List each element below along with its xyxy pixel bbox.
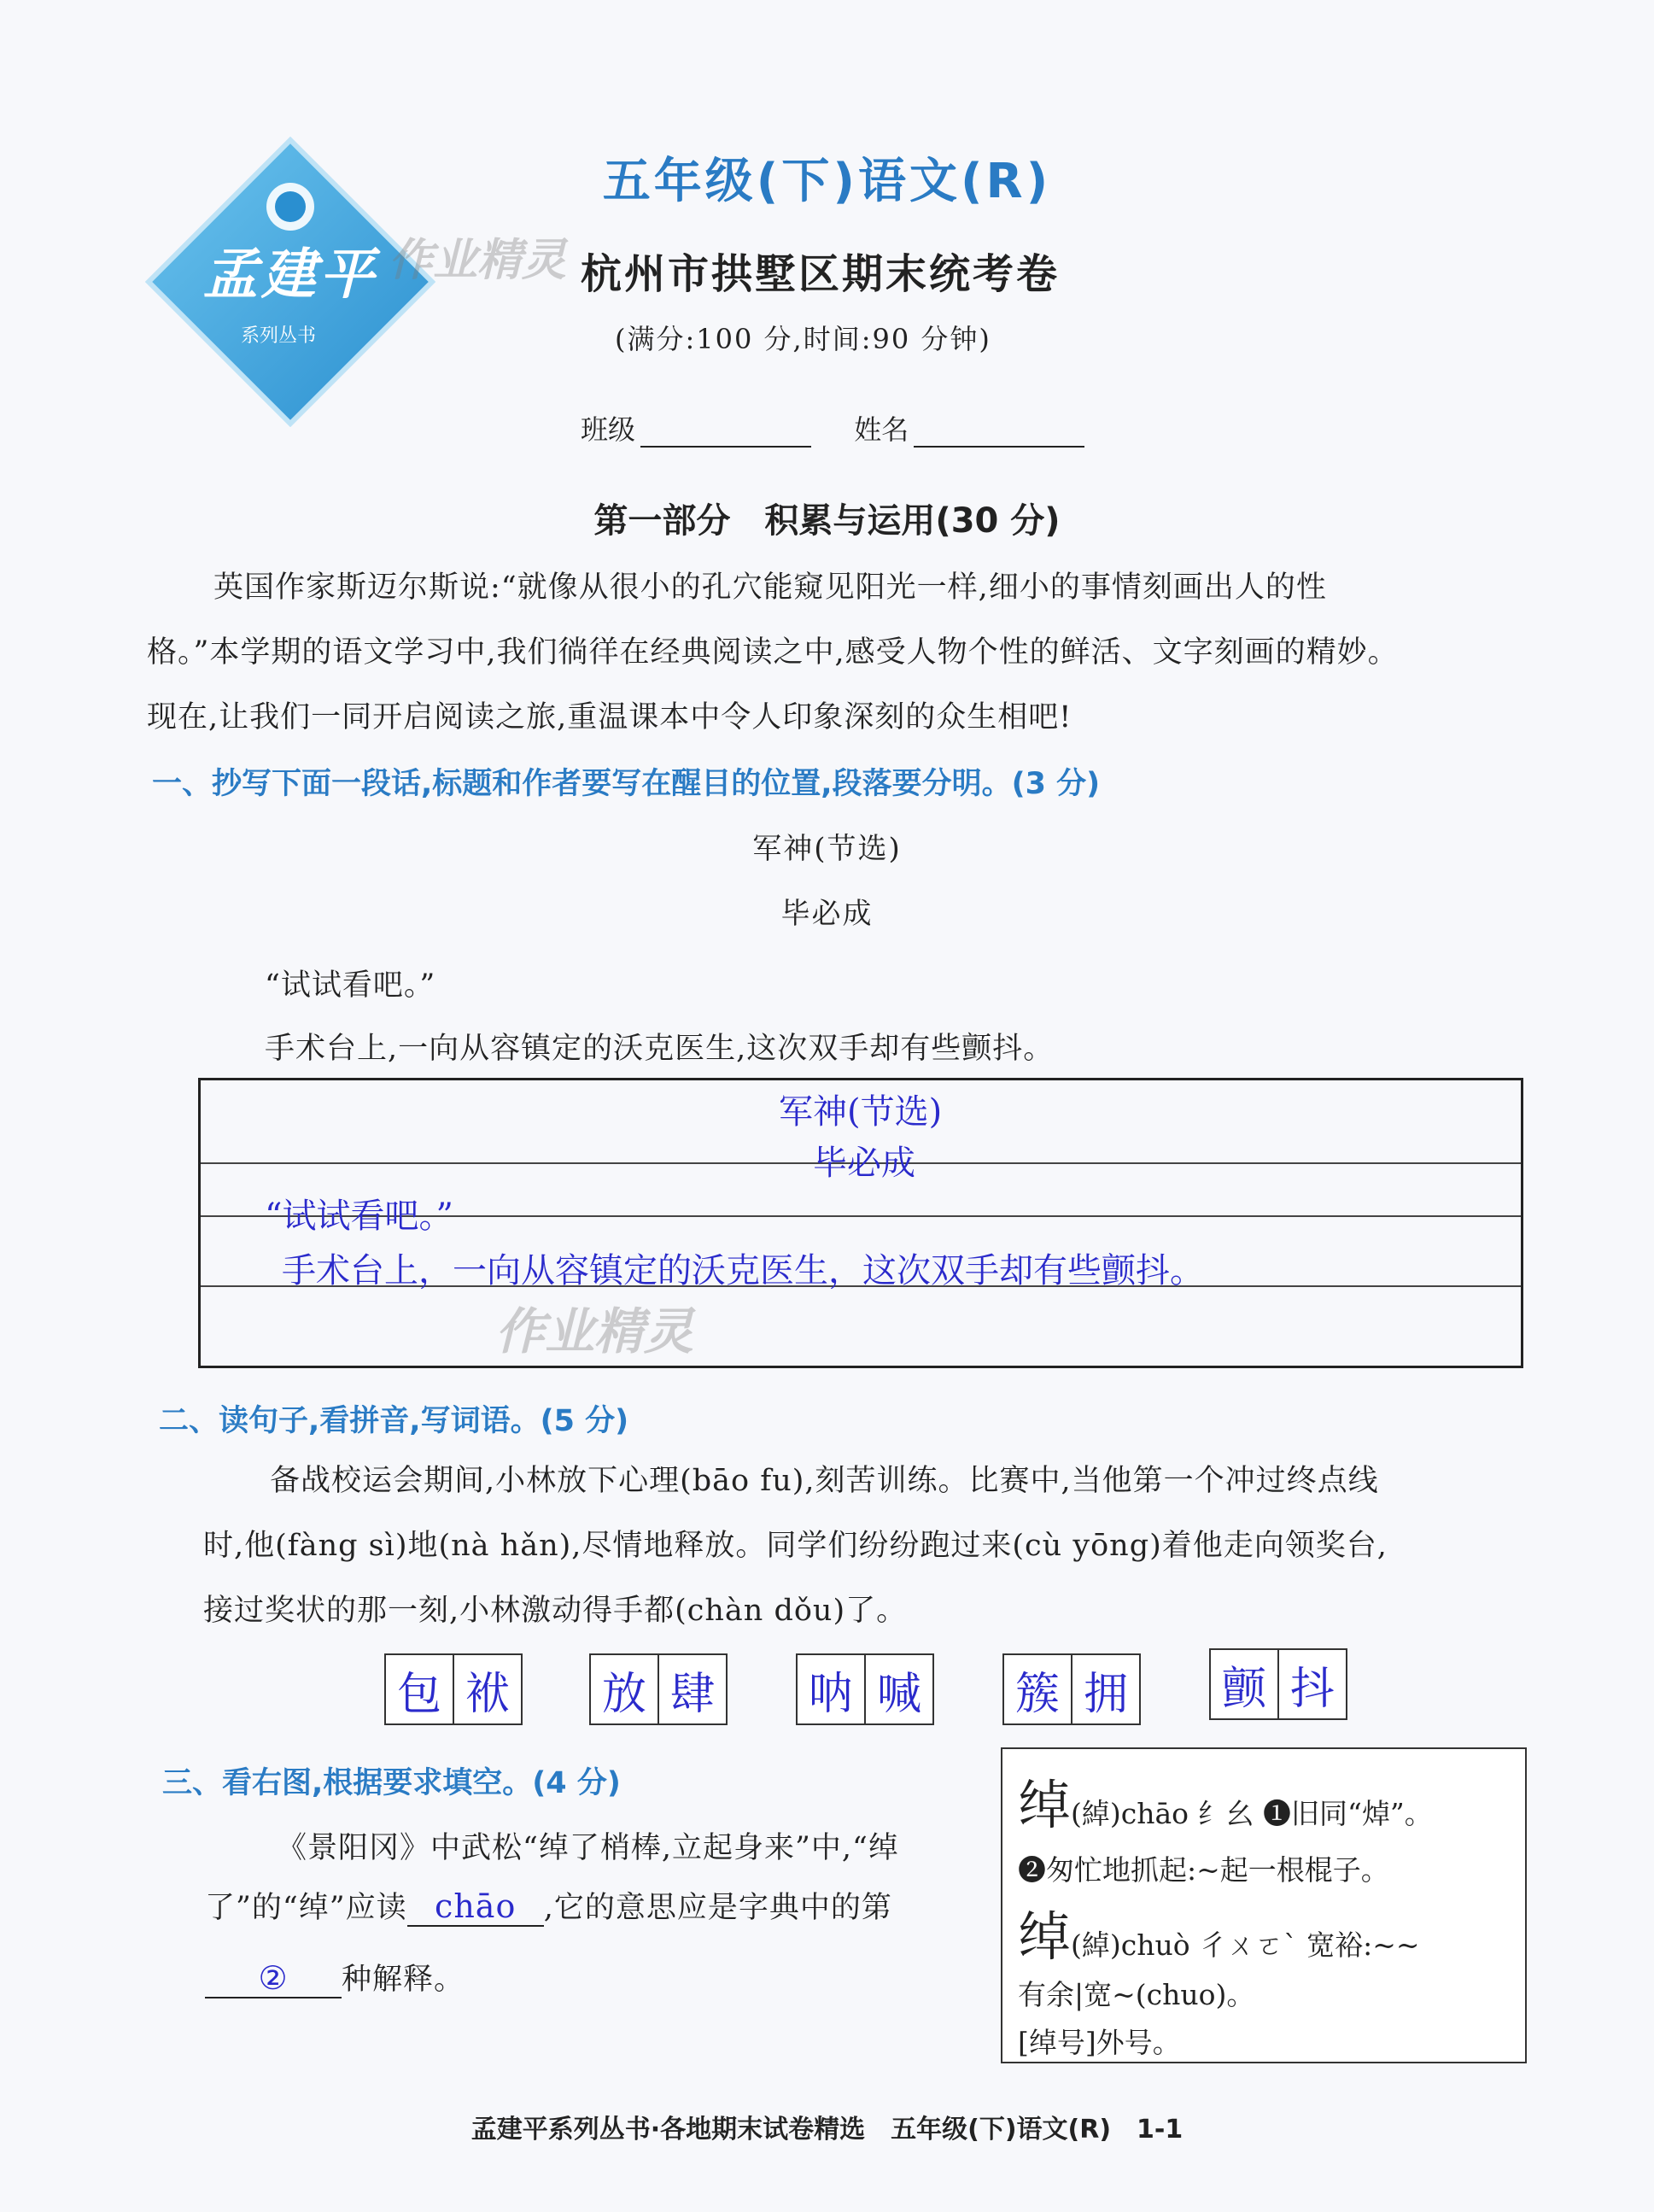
answer-line-2: 手术台上，一向从容镇定的沃克医生，这次双手却有些颤抖。 — [282, 1251, 1204, 1290]
answer-char: 拥 — [1071, 1655, 1139, 1723]
answer-box-5[interactable] — [1209, 1648, 1347, 1720]
answer-char: 包 — [396, 1668, 441, 1720]
answer-char: 袱 — [453, 1655, 521, 1723]
dict-entry-2-def-1a: 宽裕:~~ — [1306, 1928, 1420, 1962]
q3-prompt: 三、看右图,根据要求填空。(4 分) — [162, 1766, 621, 1800]
logo-brand-text: 孟建平 — [203, 243, 377, 307]
answer-char: 放 — [601, 1668, 646, 1720]
q3-line-2b: ,它的意思应是字典中的第 — [543, 1891, 892, 1925]
intro-line-3: 现在,让我们一同开启阅读之旅,重温课本中令人印象深刻的众生相吧! — [147, 700, 1072, 734]
dict-entry-1-def-2: ❷匆忙地抓起:~起一根棍子。 — [1018, 1853, 1389, 1887]
answer-box-2[interactable] — [589, 1653, 728, 1725]
watermark: 作业精灵 — [495, 1302, 694, 1361]
dict-entry-1-def-1: ❶旧同“焯”。 — [1263, 1797, 1433, 1830]
q3-answer-2[interactable]: ② — [205, 1959, 342, 1998]
dictionary-panel — [1001, 1747, 1527, 2063]
class-label: 班级 — [581, 413, 636, 446]
q2-line-3: 接过奖状的那一刻,小林激动得手都(chàn dǒu)了。 — [203, 1594, 908, 1628]
q1-prompt: 一、抄写下面一段话,标题和作者要写在醒目的位置,段落要分明。(3 分) — [152, 767, 1101, 801]
q1-line-1: “试试看吧。” — [265, 968, 436, 1003]
part1-title: 第一部分 积累与运用(30 分) — [593, 501, 1061, 541]
dict-entry-2-def-1b: 有余|宽~(chuo)。 — [1018, 1978, 1255, 2011]
logo-series-text: 系列丛书 — [241, 325, 317, 347]
dict-entry-1-head: (綽)chāo 纟幺 — [1071, 1797, 1254, 1830]
q3-line-3-text: 种解释。 — [342, 1963, 465, 1997]
intro-line-1: 英国作家斯迈尔斯说:“就像从很小的孔穴能窥见阳光一样,细小的事情刻画出人的性 — [213, 571, 1327, 605]
dict-char: 绰 — [1018, 1774, 1072, 1836]
answer-char: 肆 — [658, 1655, 726, 1723]
answer-char: 颤 — [1221, 1663, 1266, 1715]
answer-box-3[interactable] — [796, 1653, 934, 1725]
q3-line-3 — [205, 1956, 717, 1998]
exam-subtitle: 杭州市拱墅区期末统考卷 — [581, 250, 1061, 298]
answer-line-1: “试试看吧。” — [265, 1197, 453, 1236]
answer-char: 簇 — [1014, 1668, 1060, 1720]
dict-entry-2-def-2: [绰号]外号。 — [1018, 2026, 1181, 2059]
q2-line-1: 备战校运会期间,小林放下心理(bāo fu),刻苦训练。比赛中,当他第一个冲过终点线 — [270, 1464, 1379, 1498]
page-footer: 孟建平系列丛书·各地期末试卷精选 五年级(下)语文(R) 1-1 — [470, 2115, 1184, 2145]
dict-char: 绰 — [1018, 1905, 1072, 1968]
q3-answer-1[interactable]: chāo — [407, 1887, 544, 1927]
score-time: (满分:100 分,时间:90 分钟) — [615, 323, 991, 355]
q1-passage-title: 军神(节选) — [752, 832, 902, 866]
watermark: 作业精灵 — [389, 235, 567, 286]
student-fields — [581, 408, 1119, 448]
answer-author: 毕必成 — [813, 1144, 915, 1183]
q3-line-2a: 了”的“绰”应读 — [205, 1891, 407, 1925]
q2-prompt: 二、读句子,看拼音,写词语。(5 分) — [159, 1404, 629, 1438]
answer-char: 呐 — [808, 1668, 853, 1720]
dict-entry-2-head: (綽)chuò 彳ㄨㄛˋ — [1071, 1928, 1298, 1962]
q2-line-2: 时,他(fàng sì)地(nà hǎn),尽情地释放。同学们纷纷跑过来(cù yōng)着他走向领奖台, — [203, 1529, 1388, 1563]
dict-entry-2 — [1018, 1894, 1420, 1970]
intro-line-2: 格。”本学期的语文学习中,我们徜徉在经典阅读之中,感受人物个性的鲜活、文字刻画的精妙。 — [147, 635, 1399, 670]
dict-entry-1 — [1018, 1763, 1433, 1839]
q1-line-2: 手术台上,一向从容镇定的沃克医生,这次双手却有些颤抖。 — [265, 1032, 1055, 1066]
answer-box-4[interactable] — [1002, 1653, 1141, 1725]
answer-char: 抖 — [1277, 1650, 1346, 1718]
name-field[interactable] — [914, 420, 1084, 448]
name-label: 姓名 — [854, 413, 909, 446]
answer-title: 军神(节选) — [779, 1092, 943, 1132]
q3-line-2 — [205, 1884, 999, 1927]
answer-box-1[interactable] — [384, 1653, 523, 1725]
q3-line-1: 《景阳冈》中武松“绰了梢棒,立起身来”中,“绰 — [277, 1831, 899, 1865]
page-title: 五年级(下)语文(R) — [602, 154, 1052, 209]
answer-char: 喊 — [864, 1655, 932, 1723]
class-field[interactable] — [640, 420, 811, 448]
q1-author: 毕必成 — [780, 897, 874, 931]
